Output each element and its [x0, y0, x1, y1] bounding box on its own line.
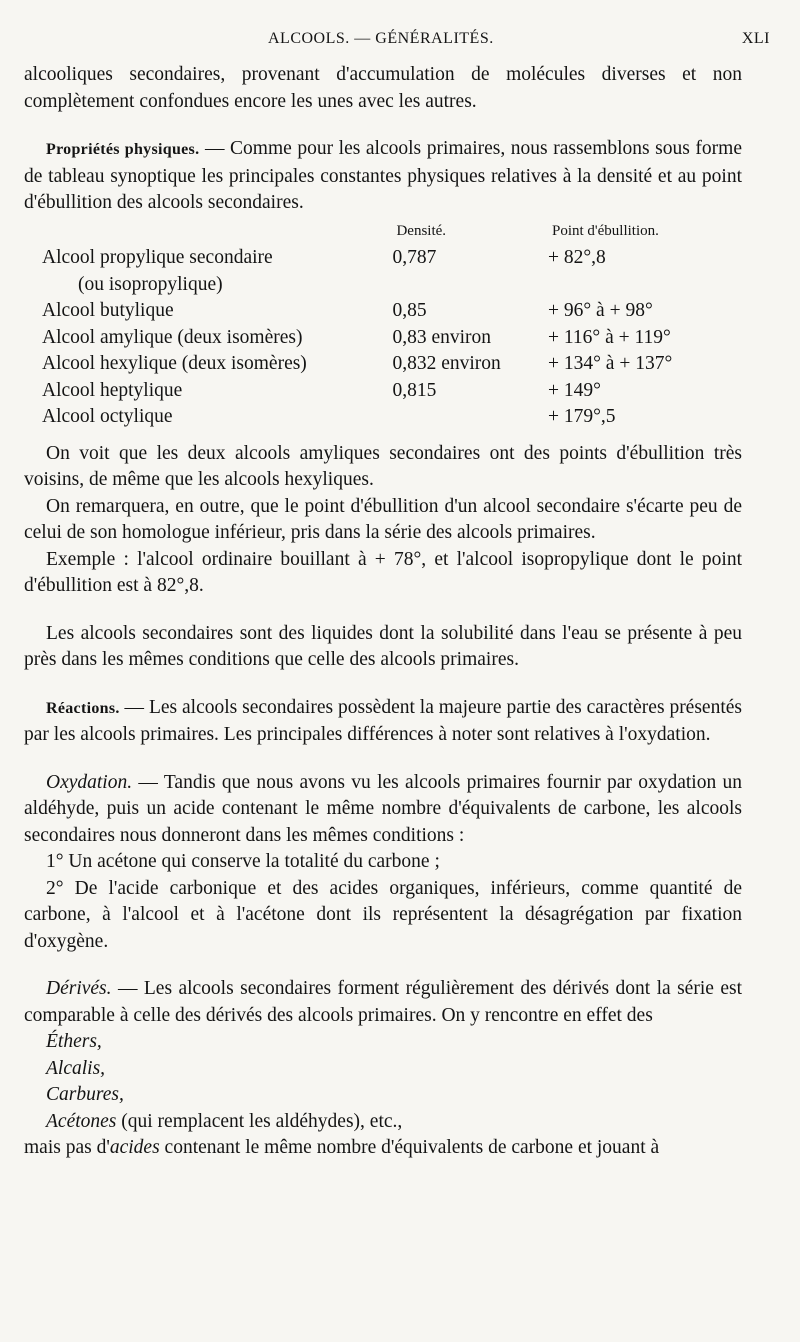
- oxydation-item-2: 2° De l'acide carbonique et des acides organiques, inférieurs, comme quantité de carbone, à l'alcool et à l'acétone dont ils représentent la désagrégation par fixation d'oxygène.: [24, 877, 742, 952]
- alcohol-name: Alcool heptylique: [42, 379, 183, 401]
- table-row: [42, 404, 742, 431]
- density-value: [392, 272, 548, 299]
- table-row: [42, 272, 742, 299]
- oxydation-heading: Oxydation.: [46, 771, 133, 793]
- boiling-value: + 134° à + 137°: [548, 353, 673, 374]
- density-value: [392, 404, 548, 431]
- boiling-value: + 96° à + 98°: [548, 300, 653, 321]
- running-header: [0, 30, 800, 58]
- density-value: 0,832 environ: [392, 353, 501, 374]
- density-value: 0,815: [392, 379, 437, 401]
- oxydation-item-1: 1° Un acétone qui conserve la totalité du carbone ;: [46, 851, 440, 872]
- density-column-header: Densité.: [396, 222, 447, 239]
- density-value: 0,83 environ: [392, 326, 492, 348]
- last-line-end: contenant le même nombre d'équivalents de carbone et jouant à: [159, 1137, 660, 1158]
- alcohol-name: (ou isopropylique): [78, 273, 223, 295]
- derives-heading: Dérivés.: [46, 978, 112, 999]
- table-row: [42, 245, 742, 272]
- table-row: [42, 351, 742, 378]
- physical-properties-paragraph: [24, 136, 742, 217]
- acetones-label: Acétones: [46, 1110, 117, 1132]
- reactions-paragraph: [24, 695, 742, 749]
- boiling-value: + 82°,8: [548, 247, 606, 268]
- acetones-text: (qui remplacent les aldéhydes), etc.,: [116, 1110, 403, 1132]
- boiling-value: + 116° à + 119°: [548, 326, 671, 348]
- table-header-row: [42, 217, 742, 246]
- boiling-value: + 149°: [548, 379, 601, 401]
- reactions-heading: Réactions.: [46, 699, 120, 717]
- last-line-start: mais pas d': [24, 1137, 110, 1158]
- running-title: ALCOOLS. — GÉNÉRALITÉS.: [268, 30, 494, 47]
- last-line: [24, 1135, 742, 1162]
- alcohol-name: Alcool propylique secondaire: [42, 247, 273, 268]
- list-item: Alcalis,: [46, 1057, 106, 1079]
- page-number: XLI: [741, 30, 770, 47]
- alcohol-name: Alcool hexylique (deux isomères): [42, 353, 307, 374]
- alcohol-name: Alcool butylique: [42, 300, 174, 321]
- list-item: [24, 1109, 742, 1136]
- table-row: [42, 325, 742, 352]
- density-value: 0,85: [392, 300, 427, 321]
- derives-text: — Les alcools secondaires forment régulièrement des dérivés dont la série est comparable à celle des dérivés des alcools primaires. On y rencontre en effet des: [24, 978, 742, 1026]
- oxydation-paragraph: [24, 770, 742, 850]
- properties-table: [42, 217, 742, 431]
- table-row: [42, 298, 742, 325]
- density-value: 0,787: [392, 247, 437, 268]
- paragraph-remark: On remarquera, en outre, que le point d'ébullition d'un alcool secondaire s'écarte peu de celui de son homologue inférieur, pris dans la série des alcools primaires.: [24, 495, 742, 543]
- paragraph-amyl: On voit que les deux alcools amyliques secondaires ont des points d'ébullition très voisins, de même que les alcools hexyliques.: [24, 442, 742, 490]
- page-body: [24, 62, 742, 1162]
- boiling-value: + 179°,5: [548, 406, 616, 427]
- alcohol-name: Alcool amylique (deux isomères): [42, 326, 303, 348]
- table-row: [42, 378, 742, 405]
- intro-paragraph: alcooliques secondaires, provenant d'accumulation de molécules diverses et non complètement confondues encore les unes avec les autres.: [24, 64, 742, 112]
- boiling-column-header: Point d'ébullition.: [552, 222, 659, 239]
- alcohol-name: Alcool octylique: [42, 406, 173, 427]
- list-item: Éthers,: [46, 1031, 102, 1052]
- oxydation-text: — Tandis que nous avons vu les alcools primaires fournir par oxydation un aldéhyde, puis un acide contenant le même nombre d'équivalents de carbone, les alcools secondaires nous donneront dans les mêmes conditions :: [24, 771, 742, 846]
- boiling-value: [548, 272, 742, 299]
- physical-properties-text: — Comme pour les alcools primaires, nous rassemblons sous forme de tableau synoptique les principales constantes physiques relatives à la densité et au point d'ébullition des alcools secondaires.: [24, 138, 742, 213]
- acides-term: acides: [109, 1137, 160, 1158]
- physical-properties-heading: Propriétés physiques.: [46, 141, 200, 158]
- reactions-text: — Les alcools secondaires possèdent la majeure partie des caractères présentés par les alcools primaires. Les principales différences à noter sont relatives à l'oxydation.: [24, 696, 742, 745]
- paragraph-solubility: Les alcools secondaires sont des liquides dont la solubilité dans l'eau se présente à peu près dans les mêmes conditions que celle des alcools primaires.: [24, 622, 742, 670]
- paragraph-example: Exemple : l'alcool ordinaire bouillant à + 78°, et l'alcool isopropylique dont le point d'ébullition est à 82°,8.: [24, 548, 742, 596]
- derives-paragraph: [24, 976, 742, 1029]
- list-item: Carbures,: [46, 1084, 124, 1105]
